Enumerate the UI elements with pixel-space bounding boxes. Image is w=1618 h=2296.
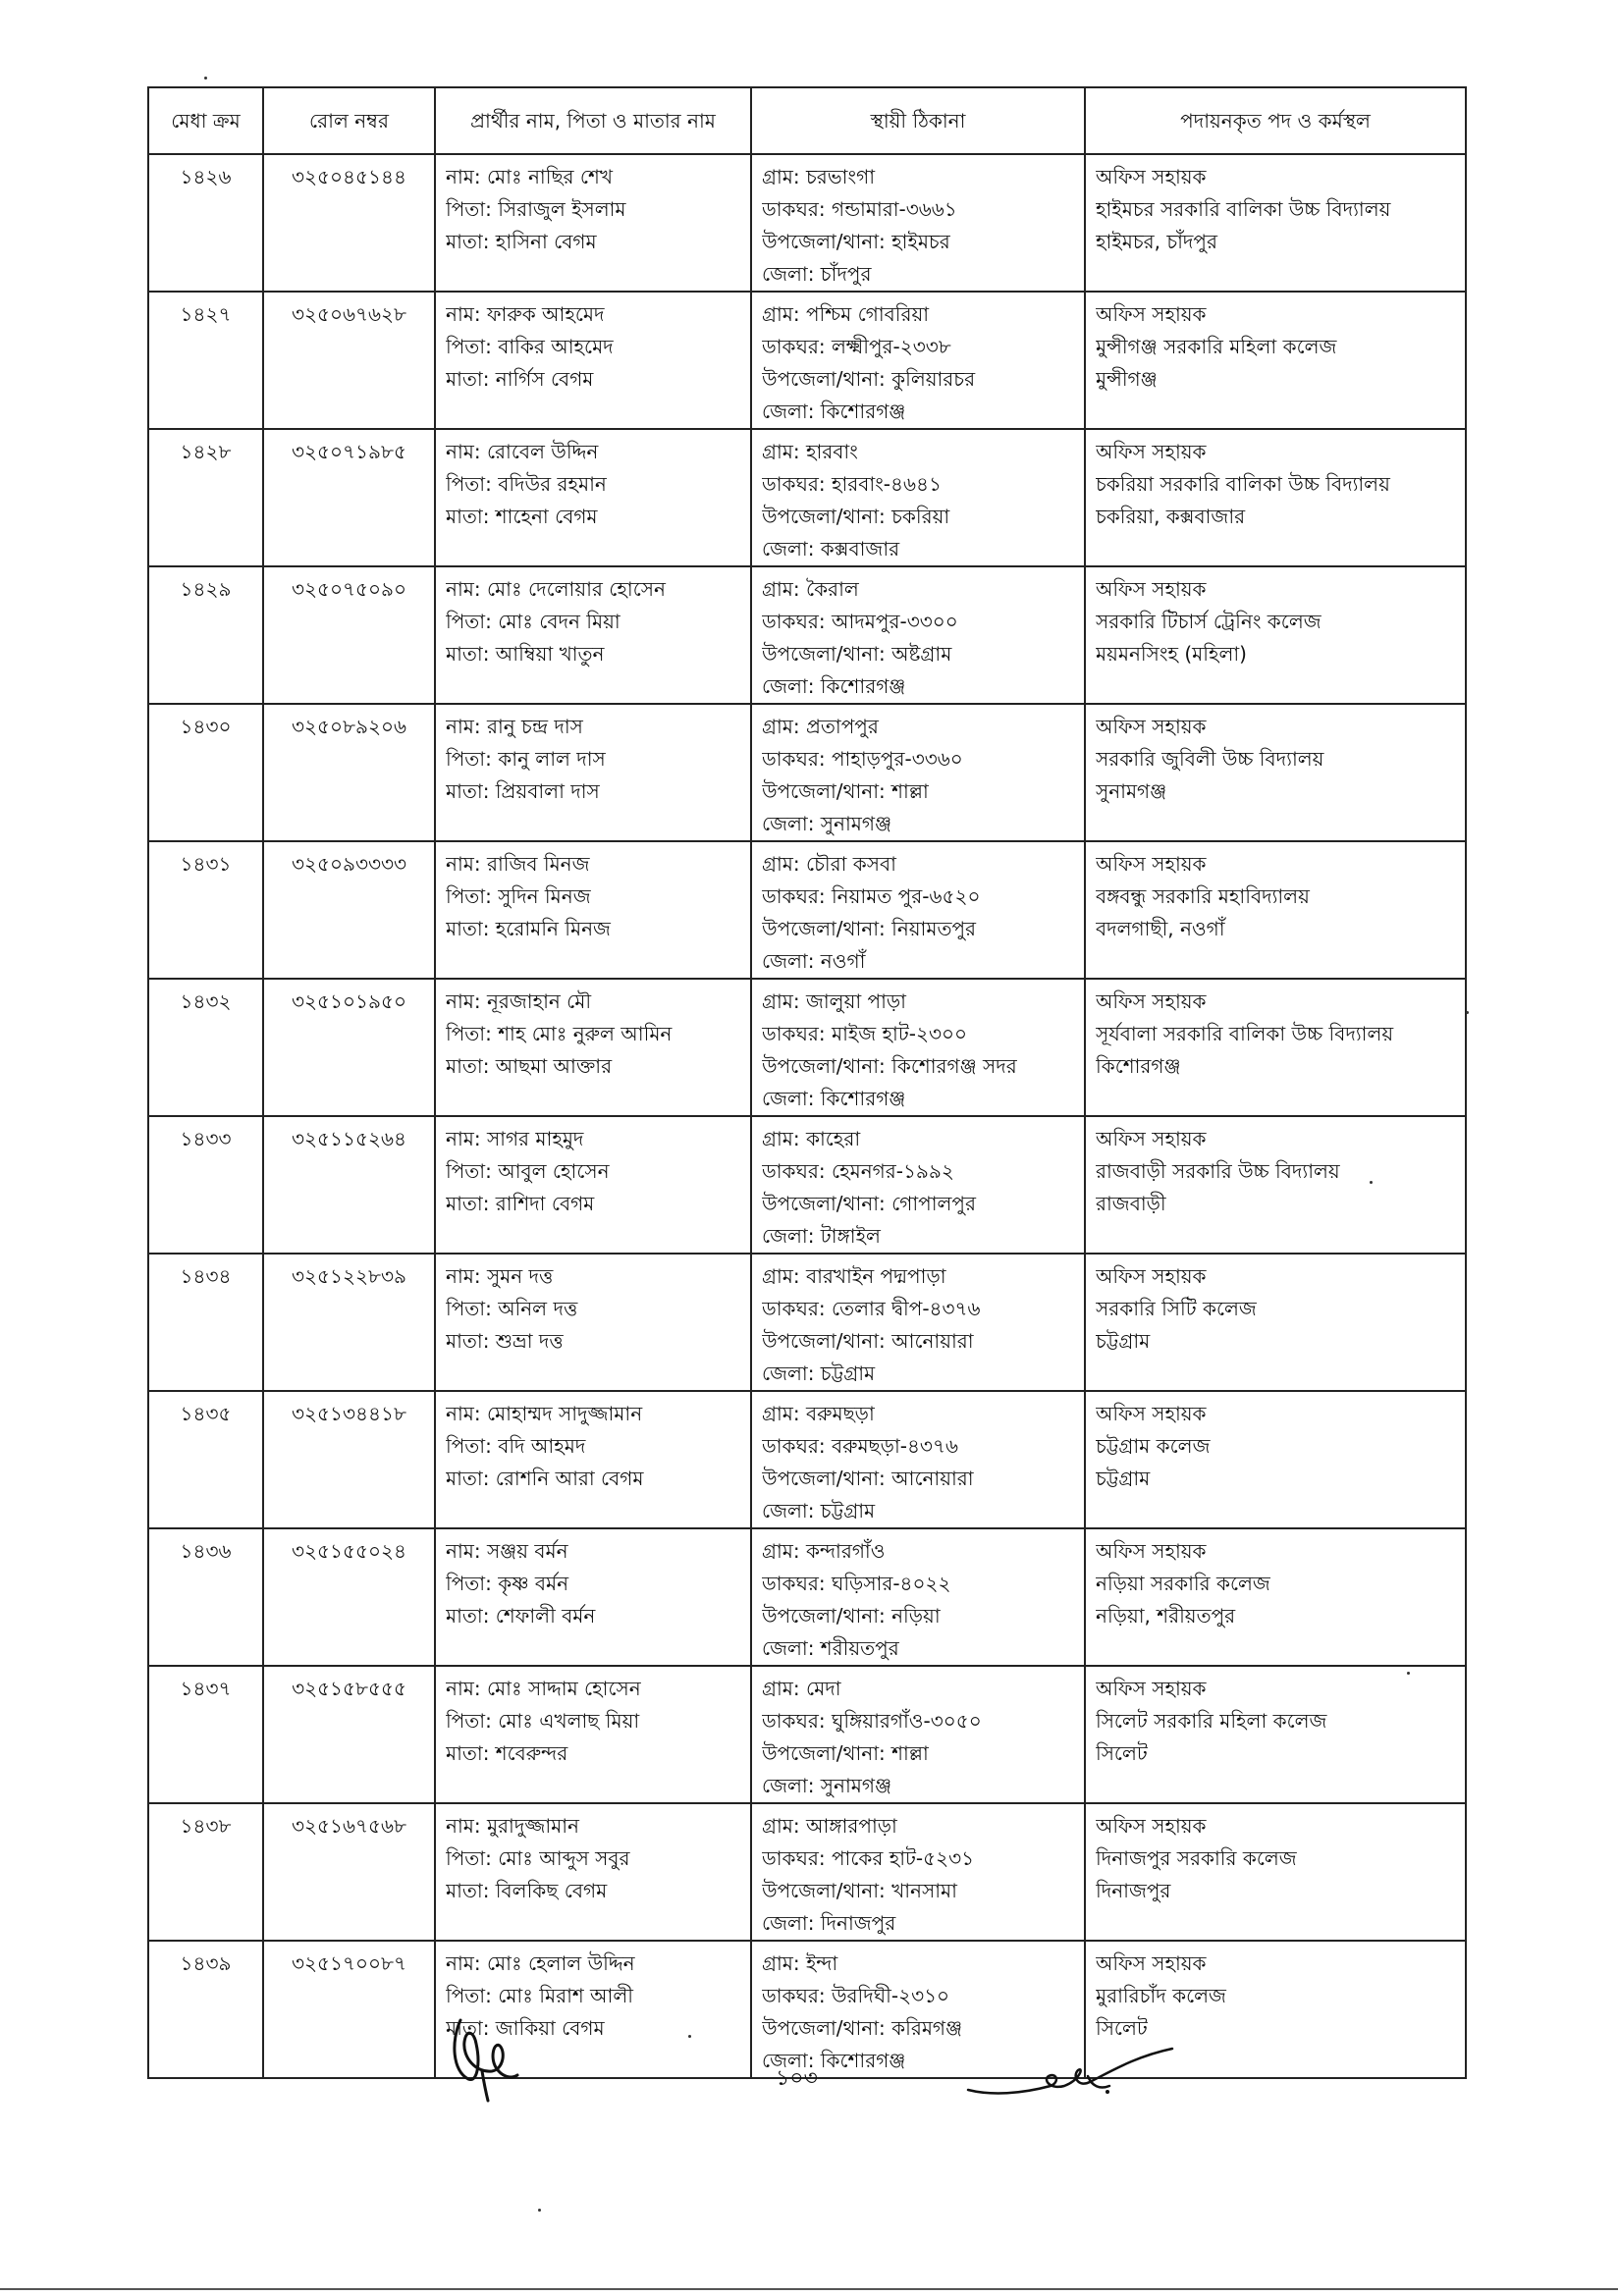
posting-location: সিলেট bbox=[1096, 2016, 1148, 2040]
address-post-office: ডাকঘর: গন্ডামারা-৩৬৬১ bbox=[762, 197, 957, 221]
address-cell bbox=[751, 1666, 1085, 1803]
mother-name: মাতা: নার্গিস বেগম bbox=[446, 367, 594, 391]
mother-name: মাতা: রোশনি আরা বেগম bbox=[446, 1467, 644, 1490]
name-cell bbox=[435, 1391, 751, 1528]
name-cell bbox=[435, 1116, 751, 1254]
father-name: পিতা: মোঃ মিরাশ আলী bbox=[446, 1984, 634, 2007]
header-name: প্রার্থীর নাম, পিতা ও মাতার নাম bbox=[435, 87, 751, 154]
posting-office: সূর্যবালা সরকারি বালিকা উচ্চ বিদ্যালয় bbox=[1096, 1022, 1394, 1045]
header-roll: রোল নম্বর bbox=[263, 87, 435, 154]
table-row bbox=[148, 841, 1466, 979]
posting-designation: অফিস সহায়ক bbox=[1096, 1951, 1207, 1975]
roll-number: ৩২৫০৮৯২০৬ bbox=[292, 715, 406, 738]
address-district: জেলা: সুনামগঞ্জ bbox=[762, 1774, 892, 1797]
address-post-office: ডাকঘর: পাকের হাট-৫২৩১ bbox=[762, 1846, 975, 1870]
posting-office: নড়িয়া সরকারি কলেজ bbox=[1096, 1572, 1270, 1595]
serial-number: ১৪৩৫ bbox=[180, 1402, 232, 1425]
serial-number: ১৪২৭ bbox=[180, 302, 232, 326]
address-district: জেলা: চট্টগ্রাম bbox=[762, 1362, 876, 1385]
serial-number: ১৪২৮ bbox=[180, 440, 232, 463]
roll-cell bbox=[263, 154, 435, 292]
mother-name: মাতা: আম্বিয়া খাতুন bbox=[446, 642, 605, 666]
posting-office: সিলেট সরকারি মহিলা কলেজ bbox=[1096, 1709, 1327, 1733]
posting-cell bbox=[1085, 1116, 1466, 1254]
roll-number: ৩২৫০৪৫১৪৪ bbox=[292, 165, 406, 188]
mother-name: মাতা: শাহেনা বেগম bbox=[446, 505, 598, 528]
roll-cell bbox=[263, 979, 435, 1116]
serial-cell bbox=[148, 704, 263, 841]
serial-number: ১৪৩১ bbox=[180, 852, 232, 876]
posting-location: বদলগাছী, নওগাঁ bbox=[1096, 917, 1225, 940]
address-district: জেলা: শরীয়তপুর bbox=[762, 1636, 899, 1660]
address-cell bbox=[751, 704, 1085, 841]
posting-designation: অফিস সহায়ক bbox=[1096, 989, 1207, 1013]
address-upazila: উপজেলা/থানা: আনোয়ারা bbox=[762, 1467, 974, 1490]
address-village: গ্রাম: আঙ্গারপাড়া bbox=[762, 1814, 897, 1838]
posting-cell bbox=[1085, 1254, 1466, 1391]
father-name: পিতা: অনিল দত্ত bbox=[446, 1297, 578, 1320]
roll-cell bbox=[263, 1254, 435, 1391]
name-cell bbox=[435, 292, 751, 429]
posting-office: সরকারি সিটি কলেজ bbox=[1096, 1297, 1257, 1320]
table-row bbox=[148, 1254, 1466, 1391]
name-cell bbox=[435, 566, 751, 704]
address-district: জেলা: চট্টগ্রাম bbox=[762, 1499, 876, 1522]
header-posting: পদায়নকৃত পদ ও কর্মস্থল bbox=[1085, 87, 1466, 154]
posting-designation: অফিস সহায়ক bbox=[1096, 1402, 1207, 1425]
address-cell bbox=[751, 292, 1085, 429]
father-name: পিতা: মোঃ এখলাছ মিয়া bbox=[446, 1709, 640, 1733]
candidate-name: নাম: মোঃ নাছির শেখ bbox=[446, 165, 613, 188]
posting-cell bbox=[1085, 1666, 1466, 1803]
posting-office: হাইমচর সরকারি বালিকা উচ্চ বিদ্যালয় bbox=[1096, 197, 1391, 221]
posting-cell bbox=[1085, 704, 1466, 841]
table-row bbox=[148, 979, 1466, 1116]
posting-cell bbox=[1085, 979, 1466, 1116]
address-post-office: ডাকঘর: ঘুঙ্গিয়ারগাঁও-৩০৫০ bbox=[762, 1709, 982, 1733]
mother-name: মাতা: রাশিদা বেগম bbox=[446, 1192, 595, 1215]
father-name: পিতা: বদি আহমদ bbox=[446, 1434, 586, 1458]
father-name: পিতা: সিরাজুল ইসলাম bbox=[446, 197, 626, 221]
table-row bbox=[148, 1666, 1466, 1803]
father-name: পিতা: বাকির আহমেদ bbox=[446, 335, 614, 358]
roll-number: ৩২৫১২২৮৩৯ bbox=[292, 1264, 406, 1288]
candidate-name: নাম: সাগর মাহমুদ bbox=[446, 1127, 584, 1150]
serial-number: ১৪৩৮ bbox=[180, 1814, 232, 1838]
posting-office: চট্টগ্রাম কলেজ bbox=[1096, 1434, 1211, 1458]
name-cell bbox=[435, 1528, 751, 1666]
scan-speck bbox=[1407, 1672, 1410, 1675]
name-cell bbox=[435, 1666, 751, 1803]
serial-number: ১৪৩৯ bbox=[180, 1951, 232, 1975]
serial-cell bbox=[148, 1391, 263, 1528]
father-name: পিতা: কানু লাল দাস bbox=[446, 747, 606, 771]
address-village: গ্রাম: বরুমছড়া bbox=[762, 1402, 875, 1425]
serial-number: ১৪৩৩ bbox=[180, 1127, 232, 1150]
posting-location: নড়িয়া, শরীয়তপুর bbox=[1096, 1604, 1236, 1628]
candidate-name: নাম: ফারুক আহমেদ bbox=[446, 302, 605, 326]
posting-designation: অফিস সহায়ক bbox=[1096, 577, 1207, 601]
mother-name: মাতা: শুভ্রা দত্ত bbox=[446, 1329, 564, 1353]
address-cell bbox=[751, 979, 1085, 1116]
table-row bbox=[148, 1391, 1466, 1528]
address-post-office: ডাকঘর: নিয়ামত পুর-৬৫২০ bbox=[762, 884, 981, 908]
roll-cell bbox=[263, 429, 435, 566]
posting-cell bbox=[1085, 1528, 1466, 1666]
mother-name: মাতা: শেফালী বর্মন bbox=[446, 1604, 596, 1628]
address-post-office: ডাকঘর: পাহাড়পুর-৩৩৬০ bbox=[762, 747, 963, 771]
candidate-name: নাম: মোহাম্মদ সাদুজ্জামান bbox=[446, 1402, 643, 1425]
table-header-row bbox=[148, 87, 1466, 154]
header-serial: মেধা ক্রম bbox=[148, 87, 263, 154]
address-upazila: উপজেলা/থানা: কুলিয়ারচর bbox=[762, 367, 976, 391]
candidate-name: নাম: সঞ্জয় বর্মন bbox=[446, 1539, 568, 1563]
posting-location: সিলেট bbox=[1096, 1741, 1148, 1765]
address-district: জেলা: কিশোরগঞ্জ bbox=[762, 674, 906, 698]
address-district: জেলা: দিনাজপুর bbox=[762, 1911, 896, 1935]
address-upazila: উপজেলা/থানা: খানসামা bbox=[762, 1879, 957, 1902]
address-post-office: ডাকঘর: বরুমছড়া-৪৩৭৬ bbox=[762, 1434, 958, 1458]
posting-office: বঙ্গবন্ধু সরকারি মহাবিদ্যালয় bbox=[1096, 884, 1310, 908]
address-upazila: উপজেলা/থানা: হাইমচর bbox=[762, 230, 950, 253]
serial-cell bbox=[148, 1254, 263, 1391]
roll-cell bbox=[263, 566, 435, 704]
address-cell bbox=[751, 1254, 1085, 1391]
table-row bbox=[148, 429, 1466, 566]
father-name: পিতা: মোঃ আব্দুস সবুর bbox=[446, 1846, 630, 1870]
posting-location: দিনাজপুর bbox=[1096, 1879, 1171, 1902]
name-cell bbox=[435, 154, 751, 292]
posting-location: কিশোরগঞ্জ bbox=[1096, 1054, 1181, 1078]
name-cell bbox=[435, 704, 751, 841]
roll-cell bbox=[263, 1528, 435, 1666]
table-body bbox=[148, 154, 1466, 2078]
table-row bbox=[148, 566, 1466, 704]
posting-cell bbox=[1085, 841, 1466, 979]
candidate-name: নাম: রাজিব মিনজ bbox=[446, 852, 590, 876]
address-post-office: ডাকঘর: মাইজ হাট-২৩০০ bbox=[762, 1022, 967, 1045]
candidate-name: নাম: রোবেল উদ্দিন bbox=[446, 440, 599, 463]
serial-cell bbox=[148, 566, 263, 704]
roll-number: ৩২৫১১৫২৬৪ bbox=[292, 1127, 406, 1150]
posting-office: মুরারিচাঁদ কলেজ bbox=[1096, 1984, 1226, 2007]
father-name: পিতা: আবুল হোসেন bbox=[446, 1159, 610, 1183]
serial-cell bbox=[148, 1941, 263, 2078]
address-village: গ্রাম: বারখাইন পদ্মপাড়া bbox=[762, 1264, 946, 1288]
posting-location: সুনামগঞ্জ bbox=[1096, 779, 1167, 803]
address-cell bbox=[751, 154, 1085, 292]
table-row bbox=[148, 1116, 1466, 1254]
address-village: গ্রাম: হারবাং bbox=[762, 440, 858, 463]
mother-name: মাতা: আছমা আক্তার bbox=[446, 1054, 613, 1078]
posting-designation: অফিস সহায়ক bbox=[1096, 302, 1207, 326]
serial-cell bbox=[148, 1803, 263, 1941]
posting-location: ময়মনসিংহ (মহিলা) bbox=[1096, 642, 1247, 666]
posting-designation: অফিস সহায়ক bbox=[1096, 1677, 1207, 1700]
father-name: পিতা: কৃষ্ণ বর্মন bbox=[446, 1572, 569, 1595]
roll-cell bbox=[263, 1391, 435, 1528]
roll-number: ৩২৫১৬৭৫৬৮ bbox=[292, 1814, 406, 1838]
posting-office: সরকারি জুবিলী উচ্চ বিদ্যালয় bbox=[1096, 747, 1324, 771]
roll-number: ৩২৫১০১৯৫০ bbox=[292, 989, 406, 1013]
posting-designation: অফিস সহায়ক bbox=[1096, 1539, 1207, 1563]
posting-office: রাজবাড়ী সরকারি উচ্চ বিদ্যালয় bbox=[1096, 1159, 1340, 1183]
address-village: গ্রাম: কাহেরা bbox=[762, 1127, 861, 1150]
address-upazila: উপজেলা/থানা: আনোয়ারা bbox=[762, 1329, 974, 1353]
address-district: জেলা: সুনামগঞ্জ bbox=[762, 812, 892, 835]
address-village: গ্রাম: কৈরাল bbox=[762, 577, 859, 601]
serial-number: ১৪২৬ bbox=[180, 165, 232, 188]
scan-speck bbox=[204, 77, 207, 80]
address-upazila: উপজেলা/থানা: কিশোরগঞ্জ সদর bbox=[762, 1054, 1017, 1078]
roll-cell bbox=[263, 1116, 435, 1254]
address-post-office: ডাকঘর: তেলার দ্বীপ-৪৩৭৬ bbox=[762, 1297, 981, 1320]
address-cell bbox=[751, 1116, 1085, 1254]
address-cell bbox=[751, 1528, 1085, 1666]
father-name: পিতা: মোঃ বেদন মিয়া bbox=[446, 610, 620, 633]
address-district: জেলা: কিশোরগঞ্জ bbox=[762, 1087, 906, 1110]
serial-number: ১৪৩৬ bbox=[180, 1539, 232, 1563]
table-row bbox=[148, 1803, 1466, 1941]
posting-cell bbox=[1085, 292, 1466, 429]
table-row bbox=[148, 1941, 1466, 2078]
roll-cell bbox=[263, 1666, 435, 1803]
address-post-office: ডাকঘর: হেমনগর-১৯৯২ bbox=[762, 1159, 954, 1183]
candidate-name: নাম: মুরাদুজ্জামান bbox=[446, 1814, 579, 1838]
address-post-office: ডাকঘর: উরদিঘী-২৩১০ bbox=[762, 1984, 950, 2007]
name-cell bbox=[435, 841, 751, 979]
serial-cell bbox=[148, 841, 263, 979]
address-upazila: উপজেলা/থানা: করিমগঞ্জ bbox=[762, 2016, 963, 2040]
posting-office: মুন্সীগঞ্জ সরকারি মহিলা কলেজ bbox=[1096, 335, 1337, 358]
document-sheet bbox=[147, 86, 1465, 2079]
address-upazila: উপজেলা/থানা: শাল্লা bbox=[762, 1741, 929, 1765]
posting-cell bbox=[1085, 154, 1466, 292]
posting-location: চট্টগ্রাম bbox=[1096, 1329, 1151, 1353]
roll-number: ৩২৫১৭০০৮৭ bbox=[292, 1951, 406, 1975]
mother-name: মাতা: হরোমনি মিনজ bbox=[446, 917, 611, 940]
serial-cell bbox=[148, 292, 263, 429]
posting-designation: অফিস সহায়ক bbox=[1096, 1814, 1207, 1838]
scan-edge-line bbox=[0, 2288, 1618, 2290]
roll-number: ৩২৫১৩৪৪১৮ bbox=[292, 1402, 406, 1425]
mother-name: মাতা: বিলকিছ বেগম bbox=[446, 1879, 608, 1902]
posting-designation: অফিস সহায়ক bbox=[1096, 440, 1207, 463]
header-address: স্থায়ী ঠিকানা bbox=[751, 87, 1085, 154]
serial-number: ১৪৩৪ bbox=[180, 1264, 232, 1288]
posting-location: রাজবাড়ী bbox=[1096, 1192, 1166, 1215]
roll-cell bbox=[263, 292, 435, 429]
mother-name: মাতা: প্রিয়বালা দাস bbox=[446, 779, 600, 803]
name-cell bbox=[435, 1254, 751, 1391]
posting-cell bbox=[1085, 1391, 1466, 1528]
address-post-office: ডাকঘর: আদমপুর-৩৩০০ bbox=[762, 610, 958, 633]
address-village: গ্রাম: চৌরা কসবা bbox=[762, 852, 896, 876]
posting-office: দিনাজপুর সরকারি কলেজ bbox=[1096, 1846, 1297, 1870]
scan-speck bbox=[1466, 1011, 1469, 1014]
address-district: জেলা: কক্সবাজার bbox=[762, 537, 900, 561]
roll-cell bbox=[263, 704, 435, 841]
signature-left bbox=[447, 2002, 525, 2106]
candidate-name: নাম: রানু চন্দ্র দাস bbox=[446, 715, 583, 738]
name-cell bbox=[435, 1803, 751, 1941]
table-row bbox=[148, 154, 1466, 292]
address-village: গ্রাম: চরভাংগা bbox=[762, 165, 875, 188]
candidate-name: নাম: নূরজাহান মৌ bbox=[446, 989, 592, 1013]
scan-speck bbox=[1370, 1181, 1373, 1184]
address-district: জেলা: টাঙ্গাইল bbox=[762, 1224, 881, 1248]
mother-name: মাতা: শবেরুন্দর bbox=[446, 1741, 568, 1765]
roll-cell bbox=[263, 1941, 435, 2078]
address-district: জেলা: চাঁদপুর bbox=[762, 262, 872, 286]
mother-name: মাতা: হাসিনা বেগম bbox=[446, 230, 597, 253]
posting-cell bbox=[1085, 429, 1466, 566]
scan-speck bbox=[688, 2035, 691, 2038]
roll-number: ৩২৫০৯৩৩৩৩ bbox=[292, 852, 406, 876]
address-upazila: উপজেলা/থানা: নড়িয়া bbox=[762, 1604, 941, 1628]
roll-number: ৩২৫০৬৭৬২৮ bbox=[292, 302, 406, 326]
name-cell bbox=[435, 429, 751, 566]
address-post-office: ডাকঘর: ঘড়িসার-৪০২২ bbox=[762, 1572, 951, 1595]
address-village: গ্রাম: ইন্দা bbox=[762, 1951, 838, 1975]
address-village: গ্রাম: পশ্চিম গোবরিয়া bbox=[762, 302, 930, 326]
posting-location: চকরিয়া, কক্সবাজার bbox=[1096, 505, 1246, 528]
serial-cell bbox=[148, 154, 263, 292]
posting-designation: অফিস সহায়ক bbox=[1096, 715, 1207, 738]
candidate-name: নাম: সুমন দত্ত bbox=[446, 1264, 554, 1288]
address-village: গ্রাম: মেদা bbox=[762, 1677, 841, 1700]
posting-designation: অফিস সহায়ক bbox=[1096, 165, 1207, 188]
posting-location: মুন্সীগঞ্জ bbox=[1096, 367, 1158, 391]
address-district: জেলা: নওগাঁ bbox=[762, 949, 866, 973]
candidate-table bbox=[147, 86, 1467, 2079]
roll-cell bbox=[263, 841, 435, 979]
table-row bbox=[148, 1528, 1466, 1666]
address-village: গ্রাম: জালুয়া পাড়া bbox=[762, 989, 906, 1013]
address-cell bbox=[751, 566, 1085, 704]
address-upazila: উপজেলা/থানা: গোপালপুর bbox=[762, 1192, 976, 1215]
father-name: পিতা: শাহ মোঃ নুরুল আমিন bbox=[446, 1022, 673, 1045]
address-post-office: ডাকঘর: হারবাং-৪৬৪১ bbox=[762, 472, 942, 496]
roll-number: ৩২৫১৫৫০২৪ bbox=[292, 1539, 406, 1563]
posting-designation: অফিস সহায়ক bbox=[1096, 852, 1207, 876]
table-row bbox=[148, 292, 1466, 429]
signature-right bbox=[962, 2047, 1178, 2115]
posting-location: চট্টগ্রাম bbox=[1096, 1467, 1151, 1490]
address-upazila: উপজেলা/থানা: নিয়ামতপুর bbox=[762, 917, 977, 940]
address-cell bbox=[751, 1803, 1085, 1941]
serial-number: ১৪৩০ bbox=[180, 715, 232, 738]
posting-office: চকরিয়া সরকারি বালিকা উচ্চ বিদ্যালয় bbox=[1096, 472, 1390, 496]
serial-cell bbox=[148, 1666, 263, 1803]
address-district: জেলা: কিশোরগঞ্জ bbox=[762, 2049, 906, 2072]
serial-number: ১৪২৯ bbox=[180, 577, 232, 601]
posting-designation: অফিস সহায়ক bbox=[1096, 1127, 1207, 1150]
address-upazila: উপজেলা/থানা: শাল্লা bbox=[762, 779, 929, 803]
address-post-office: ডাকঘর: লক্ষ্মীপুর-২৩৩৮ bbox=[762, 335, 951, 358]
scan-speck bbox=[538, 2209, 541, 2212]
page-number: ১০৩ bbox=[776, 2066, 818, 2091]
posting-cell bbox=[1085, 1803, 1466, 1941]
address-village: গ্রাম: প্রতাপপুর bbox=[762, 715, 879, 738]
mother-name: মাতা: জাকিয়া বেগম bbox=[446, 2016, 605, 2040]
father-name: পিতা: সুদিন মিনজ bbox=[446, 884, 591, 908]
table-row bbox=[148, 704, 1466, 841]
address-village: গ্রাম: কন্দারগাঁও bbox=[762, 1539, 886, 1563]
candidate-name: নাম: মোঃ হেলাল উদ্দিন bbox=[446, 1951, 635, 1975]
roll-number: ৩২৫১৫৮৫৫৫ bbox=[292, 1677, 406, 1700]
posting-cell bbox=[1085, 566, 1466, 704]
roll-number: ৩২৫০৭৫০৯০ bbox=[292, 577, 406, 601]
address-cell bbox=[751, 841, 1085, 979]
roll-cell bbox=[263, 1803, 435, 1941]
name-cell bbox=[435, 979, 751, 1116]
father-name: পিতা: বদিউর রহমান bbox=[446, 472, 607, 496]
address-cell bbox=[751, 1391, 1085, 1528]
address-upazila: উপজেলা/থানা: অষ্টগ্রাম bbox=[762, 642, 952, 666]
candidate-name: নাম: মোঃ দেলোয়ার হোসেন bbox=[446, 577, 666, 601]
serial-number: ১৪৩২ bbox=[180, 989, 232, 1013]
serial-number: ১৪৩৭ bbox=[180, 1677, 232, 1700]
serial-cell bbox=[148, 979, 263, 1116]
address-upazila: উপজেলা/থানা: চকরিয়া bbox=[762, 505, 950, 528]
serial-cell bbox=[148, 1528, 263, 1666]
address-district: জেলা: কিশোরগঞ্জ bbox=[762, 400, 906, 423]
roll-number: ৩২৫০৭১৯৮৫ bbox=[292, 440, 406, 463]
serial-cell bbox=[148, 429, 263, 566]
serial-cell bbox=[148, 1116, 263, 1254]
posting-designation: অফিস সহায়ক bbox=[1096, 1264, 1207, 1288]
posting-office: সরকারি টিচার্স ট্রেনিং কলেজ bbox=[1096, 610, 1321, 633]
address-cell bbox=[751, 429, 1085, 566]
candidate-name: নাম: মোঃ সাদ্দাম হোসেন bbox=[446, 1677, 641, 1700]
posting-location: হাইমচর, চাঁদপুর bbox=[1096, 230, 1218, 253]
